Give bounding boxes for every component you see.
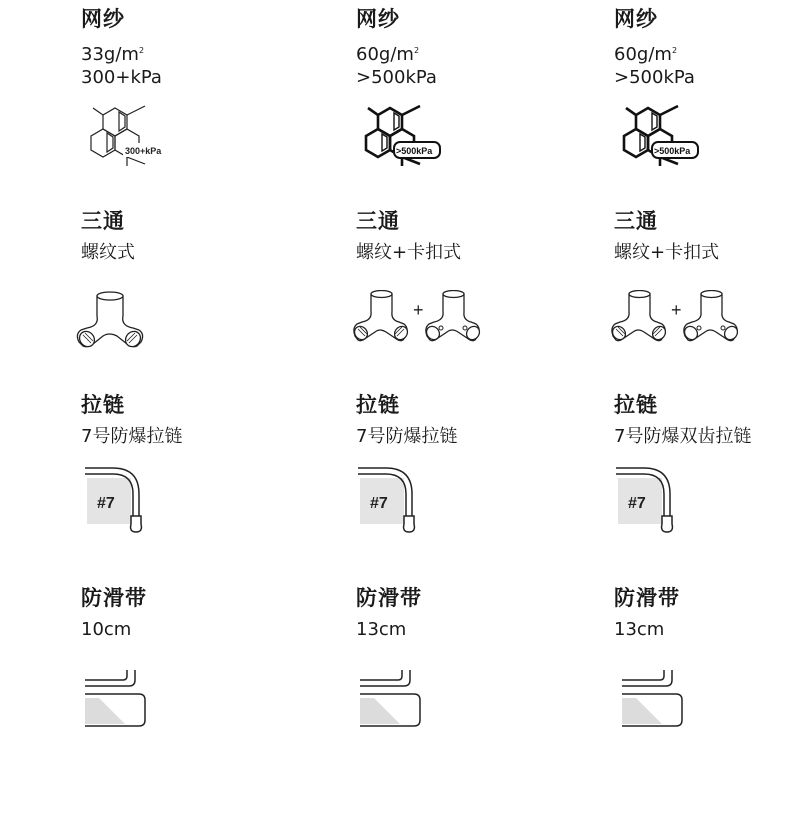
mesh-weight-exponent: 2 bbox=[138, 46, 145, 55]
mesh-icon bbox=[614, 104, 704, 172]
mesh-pressure: >500kPa bbox=[614, 67, 695, 88]
strap-icon bbox=[358, 668, 428, 730]
mesh-section bbox=[81, 6, 321, 89]
tee-title: 三通 bbox=[356, 209, 400, 233]
strap-icon bbox=[620, 668, 690, 730]
zipper-desc: 7号防爆拉链 bbox=[81, 426, 183, 447]
tee-joint-icon bbox=[607, 290, 747, 346]
tee-desc: 螺纹式 bbox=[81, 242, 135, 263]
zipper-desc: 7号防爆拉链 bbox=[356, 426, 458, 447]
zipper-desc: 7号防爆双齿拉链 bbox=[614, 426, 752, 447]
tee-section bbox=[356, 208, 596, 264]
threaded-tee-icon bbox=[610, 291, 668, 343]
strap-desc: 13cm bbox=[356, 619, 407, 640]
mesh-weight: 60g/m bbox=[356, 44, 414, 65]
zipper-icon-label: #7 bbox=[628, 495, 646, 512]
zipper-icon bbox=[358, 466, 418, 536]
tee-desc: 螺纹+卡扣式 bbox=[356, 242, 462, 263]
tee-title: 三通 bbox=[614, 209, 658, 233]
spec-column-3 bbox=[614, 0, 790, 825]
tee-desc: 螺纹+卡扣式 bbox=[614, 242, 720, 263]
tee-section bbox=[614, 208, 790, 264]
zipper-icon-label: #7 bbox=[370, 495, 388, 512]
mesh-section bbox=[356, 6, 596, 89]
tee-joint-icon bbox=[349, 290, 489, 346]
mesh-weight-exponent: 2 bbox=[413, 46, 420, 55]
tee-title: 三通 bbox=[81, 209, 125, 233]
mesh-pressure: 300+kPa bbox=[81, 67, 162, 88]
strap-section bbox=[81, 585, 321, 641]
mesh-title: 网纱 bbox=[614, 7, 658, 31]
zipper-section bbox=[356, 392, 596, 448]
mesh-icon bbox=[356, 104, 446, 172]
mesh-section bbox=[614, 6, 790, 89]
plus-sign: + bbox=[413, 300, 424, 320]
mesh-icon-label: 300+kPa bbox=[125, 146, 162, 156]
strap-title: 防滑带 bbox=[356, 586, 422, 610]
mesh-weight-exponent: 2 bbox=[671, 46, 678, 55]
zipper-title: 拉链 bbox=[81, 393, 125, 417]
mesh-title: 网纱 bbox=[356, 7, 400, 31]
threaded-tee-icon bbox=[352, 291, 410, 343]
strap-section bbox=[614, 585, 790, 641]
strap-title: 防滑带 bbox=[614, 586, 680, 610]
clip-tee-icon bbox=[424, 291, 482, 343]
strap-desc: 10cm bbox=[81, 619, 132, 640]
strap-title: 防滑带 bbox=[81, 586, 147, 610]
mesh-icon-label: >500kPa bbox=[654, 146, 691, 156]
spec-column-1 bbox=[81, 0, 321, 825]
strap-desc: 13cm bbox=[614, 619, 665, 640]
tee-joint-icon bbox=[73, 290, 147, 352]
clip-tee-icon bbox=[682, 291, 740, 343]
zipper-section bbox=[81, 392, 321, 448]
mesh-weight: 33g/m bbox=[81, 44, 139, 65]
zipper-title: 拉链 bbox=[614, 393, 658, 417]
mesh-icon-label: >500kPa bbox=[396, 146, 433, 156]
mesh-pressure: >500kPa bbox=[356, 67, 437, 88]
mesh-title: 网纱 bbox=[81, 7, 125, 31]
zipper-icon-label: #7 bbox=[97, 495, 115, 512]
strap-section bbox=[356, 585, 596, 641]
tee-section bbox=[81, 208, 321, 264]
plus-sign: + bbox=[671, 300, 682, 320]
mesh-icon bbox=[81, 104, 171, 172]
strap-icon bbox=[83, 668, 153, 730]
zipper-icon bbox=[85, 466, 145, 536]
zipper-title: 拉链 bbox=[356, 393, 400, 417]
spec-column-2 bbox=[356, 0, 596, 825]
zipper-section bbox=[614, 392, 790, 448]
zipper-icon bbox=[616, 466, 676, 536]
mesh-weight: 60g/m bbox=[614, 44, 672, 65]
